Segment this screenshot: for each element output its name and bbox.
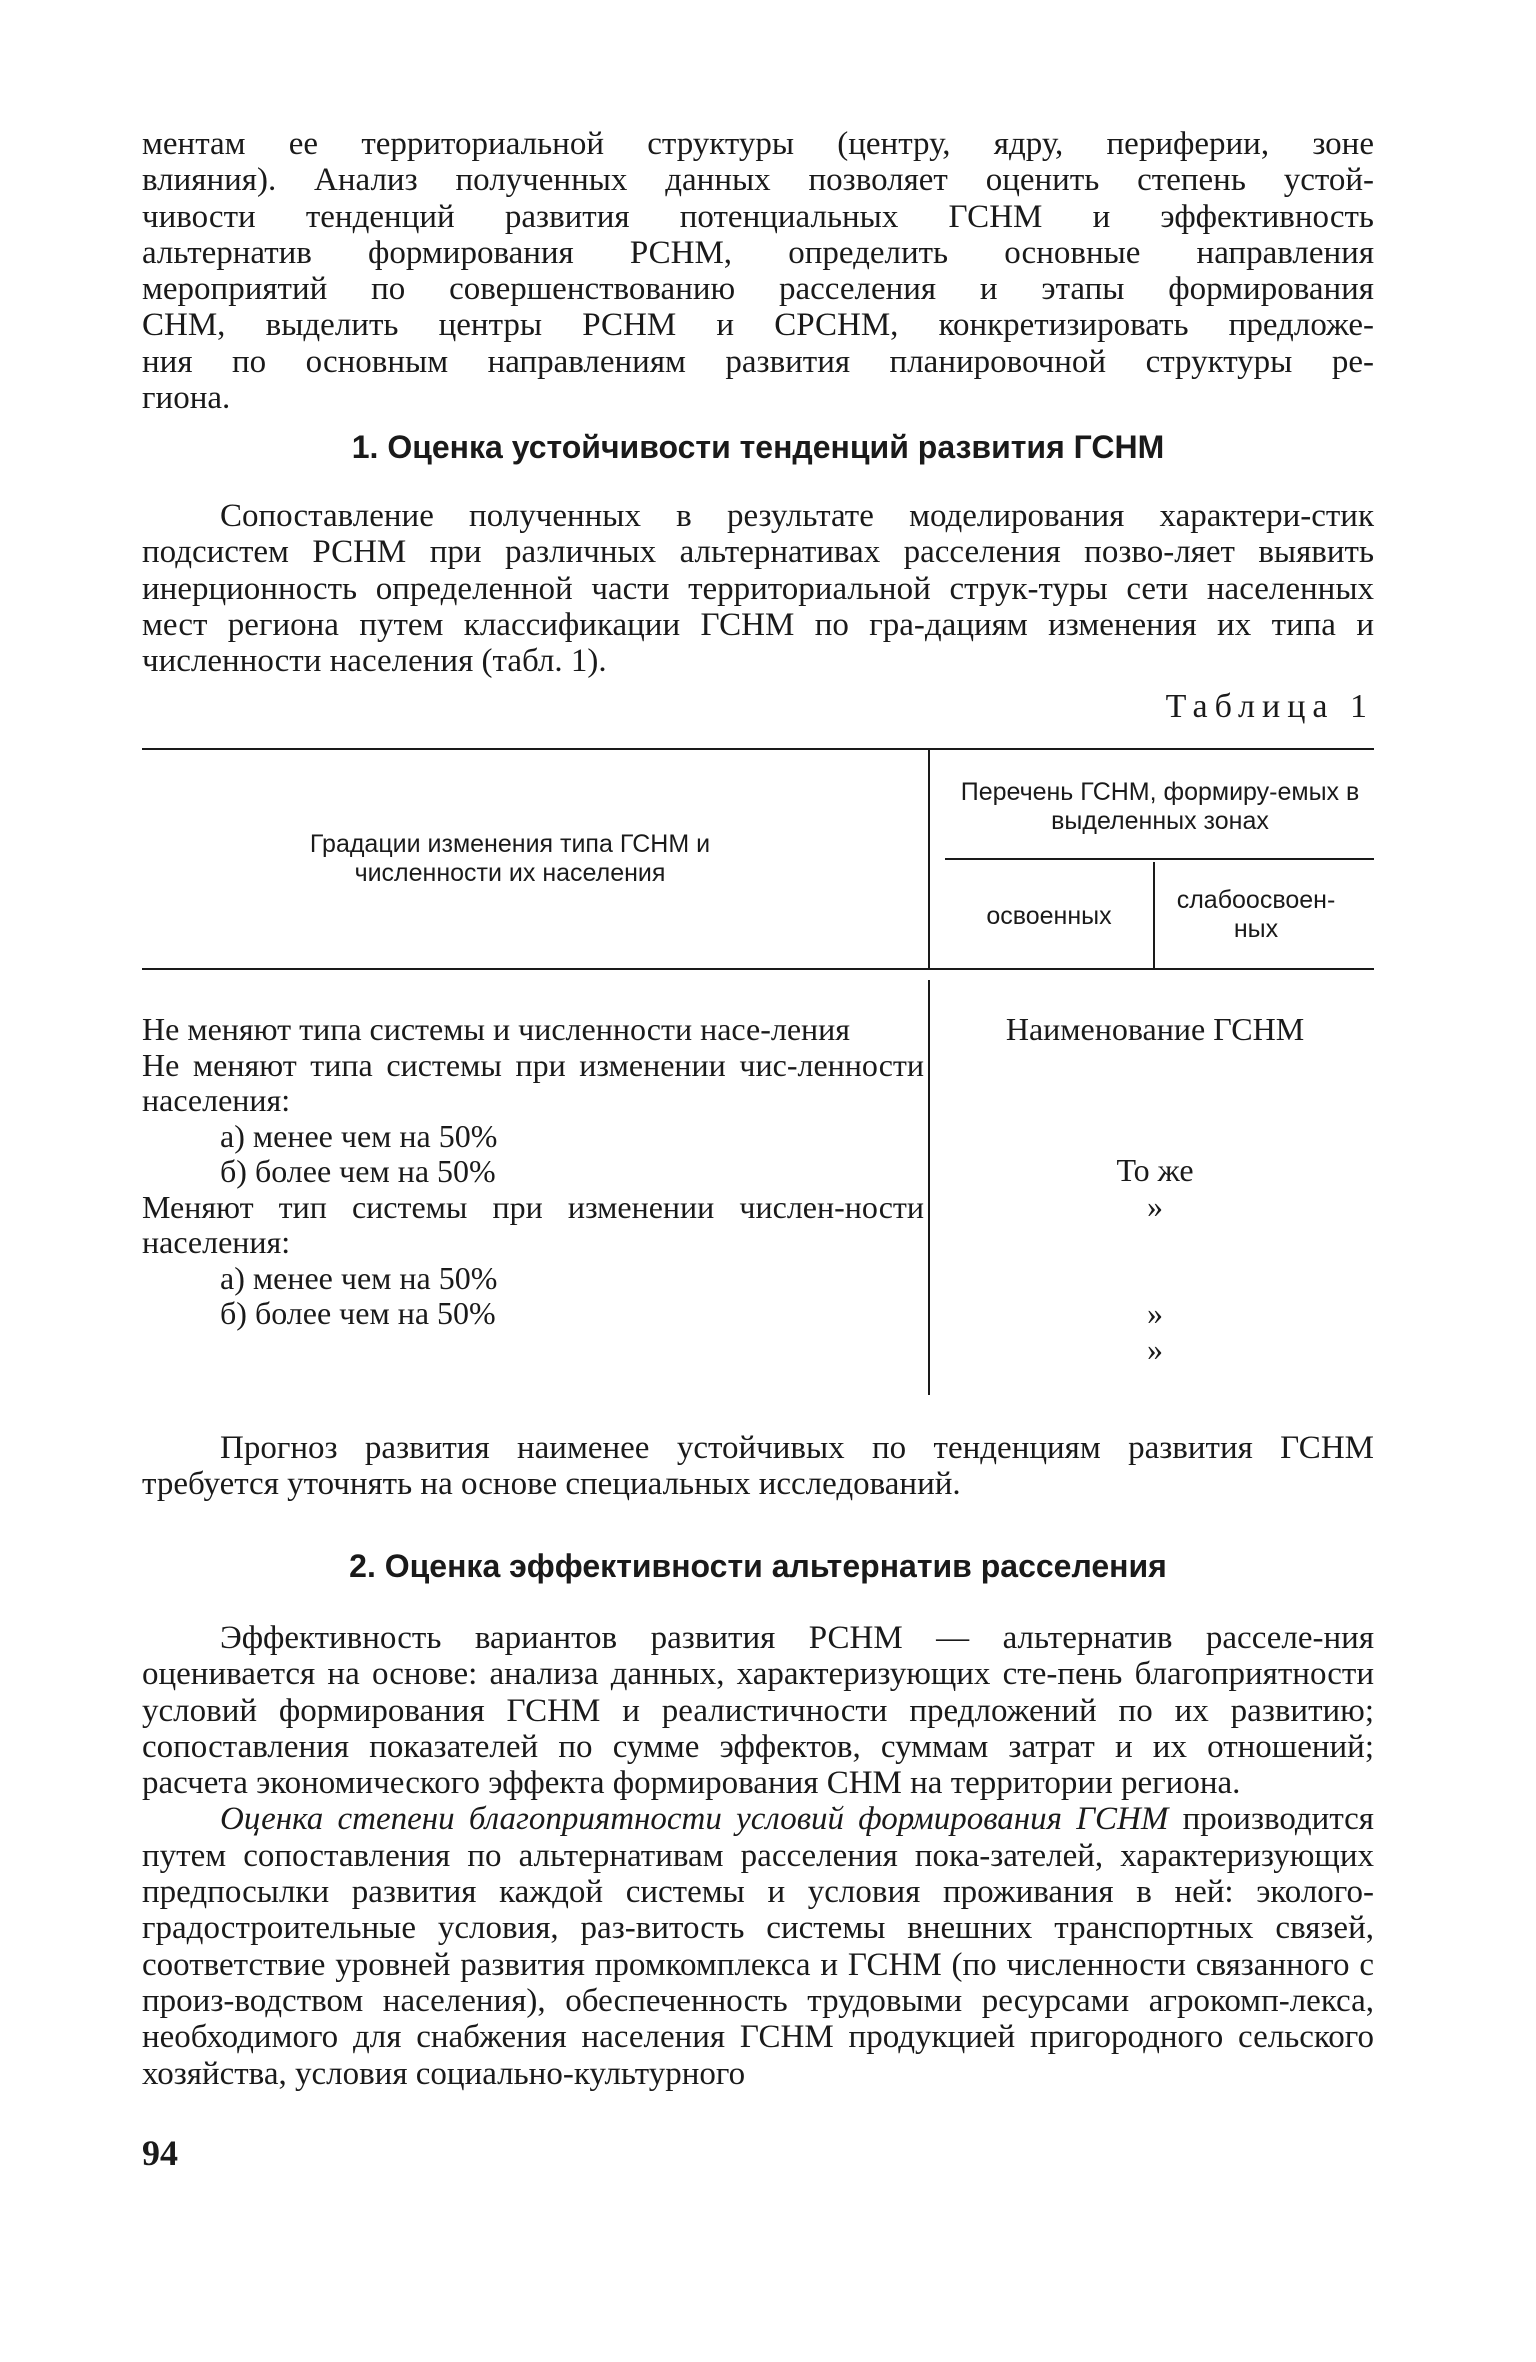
intro-line: ментам ее территориальной структуры (центру, ядру, периферии, зоне xyxy=(142,126,1374,162)
intro-paragraph xyxy=(142,126,1374,416)
intro-line: влияния). Анализ полученных данных позволяет оценить степень устой- xyxy=(142,162,1374,199)
table-cell-same: То же xyxy=(1116,1152,1194,1188)
after-table-paragraph xyxy=(142,1430,1374,1503)
intro-line: альтернатив формирования РСНМ, определить основные направления xyxy=(142,234,1374,271)
intro-line: гиона. xyxy=(142,380,231,417)
table-cell-ditto: » xyxy=(1147,1188,1163,1224)
table-body-divider xyxy=(928,980,930,1395)
section-2-text-2 xyxy=(142,1801,1374,2091)
after-table-text: Прогноз развития наименее устойчивых по тенденциям развития ГСНМ требуется уточнять на основе специальных исследований. xyxy=(142,1430,1374,1503)
table-row: Меняют тип системы при изменении числен-ности населения: xyxy=(142,1188,924,1260)
italic-lead: Оценка степени благоприятности условий формирования ГСНМ xyxy=(220,1801,1169,1838)
table-header-developed: освоенных xyxy=(986,902,1112,930)
table-row: а) менее чем на 50% xyxy=(220,1117,498,1154)
table-row: б) более чем на 50% xyxy=(220,1153,496,1189)
table-row: Не меняют типа системы и численности насе-ления xyxy=(142,1011,850,1047)
section-2-paragraphs xyxy=(142,1620,1374,2092)
section-1-paragraph xyxy=(142,498,1374,679)
table-header-gradations: Градации изменения типа ГСНМ и численности их населения xyxy=(309,830,711,887)
table-cell-name: Наименование ГСНМ xyxy=(1005,1011,1305,1047)
table-body-gradations xyxy=(142,1012,924,1332)
table-header-bottom-rule xyxy=(142,968,1374,970)
table-top-rule xyxy=(142,748,1374,750)
section-2-text: Эффективность вариантов развития РСНМ — альтернатив расселе-ния оценивается на основе: анализа данных, характеризующих сте-пень благоприятности условий формирования ГСНМ и реалистичности предложений по их развитию; сопоставления показателей по сумме эффектов, суммам затрат и их отношений; расчета экономического эффекта формирования СНМ на территории региона. xyxy=(142,1620,1374,1802)
page-number: 94 xyxy=(142,2133,178,2173)
table-subheader-rule xyxy=(945,858,1374,860)
section-1-text: Сопоставление полученных в результате моделирования характери-стик подсистем РСНМ при различных альтернативах расселения позво-ляет выявить инерционность определенной части территориальной струк-туры сети населенных мест региона путем классификации ГСНМ по гра-дациям изменения их типа и численности населения (табл. 1). xyxy=(142,498,1374,680)
table-header-underdeveloped: слабоосвоен-ных xyxy=(1176,886,1336,943)
table-header-divider xyxy=(928,750,930,968)
section-2-heading: 2. Оценка эффективности альтернатив расселения xyxy=(349,1548,1167,1584)
table-header-list: Перечень ГСНМ, формиру-емых в выделенных зонах xyxy=(960,778,1360,835)
table-caption: Таблица 1 xyxy=(1165,688,1374,725)
table-row: б) более чем на 50% xyxy=(220,1295,496,1331)
table-subheader-divider xyxy=(1153,862,1155,968)
intro-line: СНМ, выделить центры РСНМ и СРСНМ, конкретизировать предложе- xyxy=(142,307,1374,344)
section-1-heading: 1. Оценка устойчивости тенденций развития ГСНМ xyxy=(351,429,1165,465)
intro-line: ния по основным направлениям развития планировочной структуры ре- xyxy=(142,343,1374,380)
intro-line: чивости тенденций развития потенциальных ГСНМ и эффективность xyxy=(142,198,1374,235)
table-cell-ditto: » xyxy=(1147,1331,1163,1367)
table-row: а) менее чем на 50% xyxy=(220,1259,498,1296)
intro-line: мероприятий по совершенствованию расселения и этапы формирования xyxy=(142,271,1374,308)
section-2-text-rest: производится путем сопоставления по альтернативам расселения пока-зателей, характеризующих предпосылки развития каждой системы и условия проживания в ней: эколого-градостроительные условия, раз-витость системы внешних транспортных связей, соответствие уровней развития промкомплекса и ГСНМ (по численности связанного с произ-водством населения), обеспеченность трудовыми ресурсами агрокомп-лекса, необходимого для снабжения населения ГСНМ продукцией пригородного сельского хозяйства, условия социально-культурного xyxy=(142,1801,1374,2092)
table-cell-ditto: » xyxy=(1147,1295,1163,1331)
table-row: Не меняют типа системы при изменении чис-ленности населения: xyxy=(142,1046,924,1118)
